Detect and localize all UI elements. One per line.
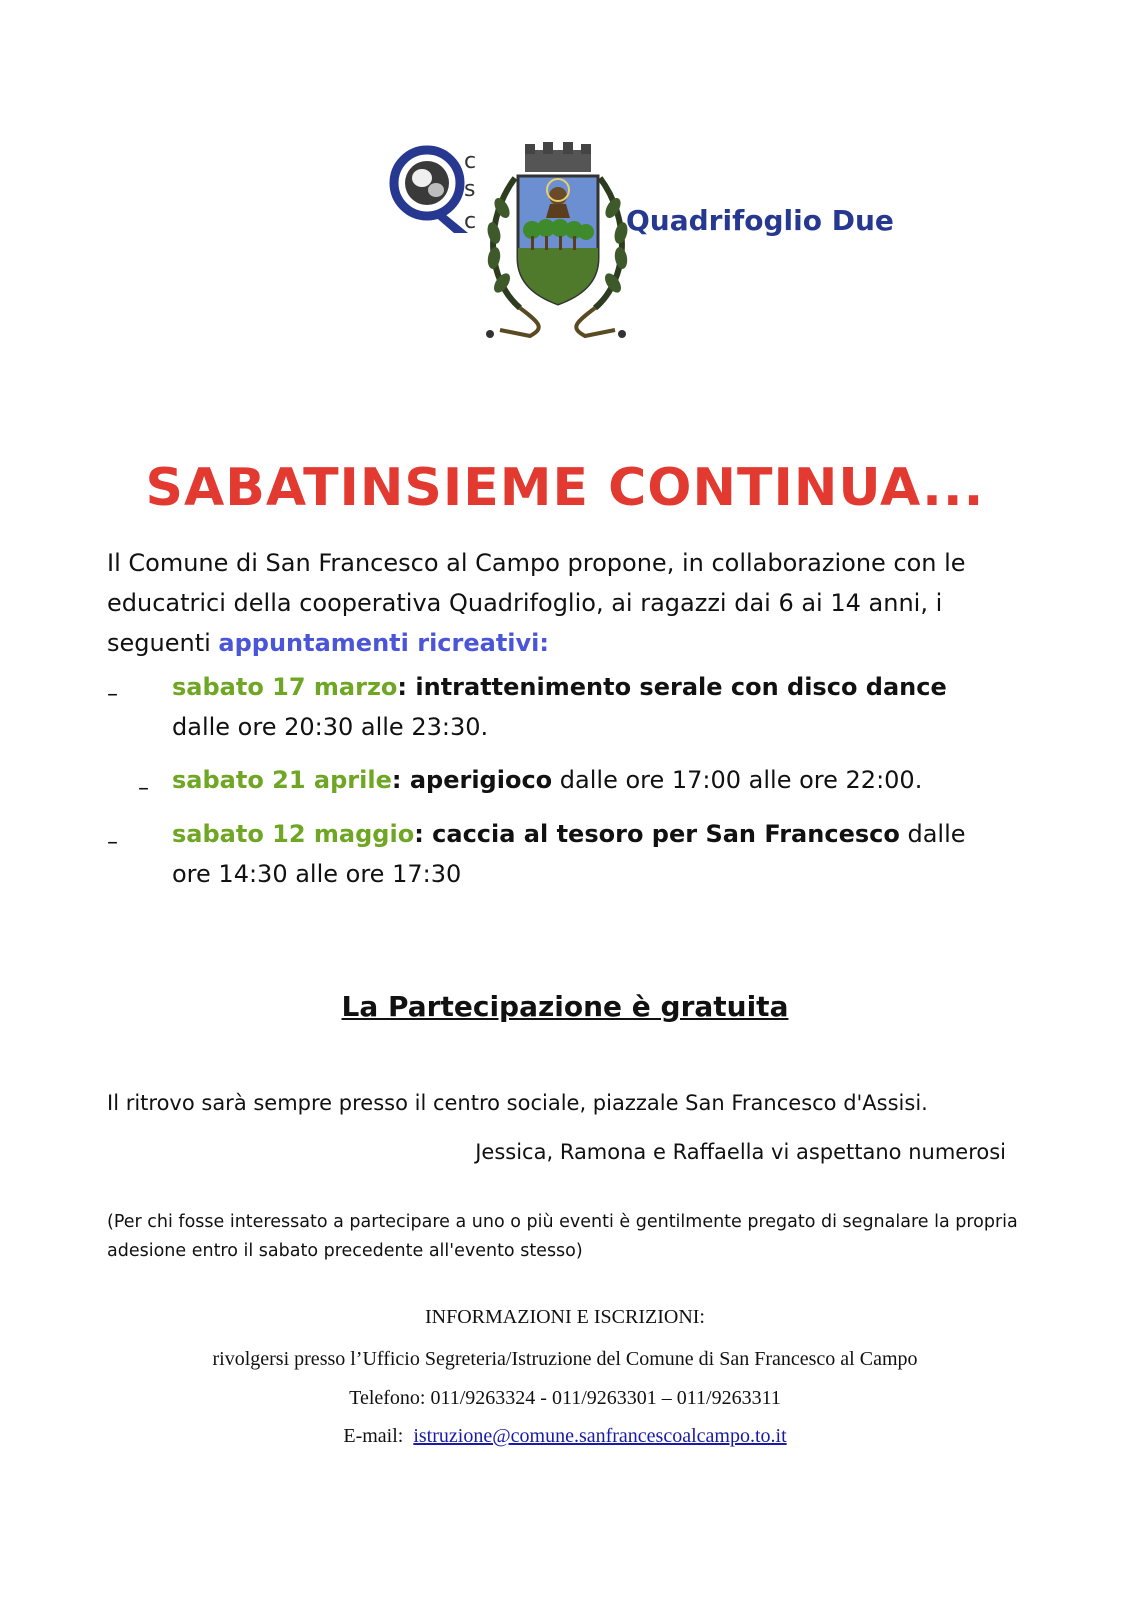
registration-note: (Per chi fosse interessato a partecipare a uno o più eventi è gentilmente pregato di segnalare la propria adesione entro il sabato precedente all'evento stesso) [107,1212,1018,1261]
phone-numbers: Telefono: 011/9263324 - 011/9263301 – 011/9263311 [349,1387,781,1409]
logo-text: Quadrifoglio Due [626,204,894,237]
intro-paragraph [107,543,1007,663]
list-item [172,814,1002,894]
intro-highlight: appuntamenti ricreativi: [218,629,549,657]
header-logos [390,138,894,353]
event-time: dalle ore 20:30 alle 23:30. [172,713,489,741]
email-link[interactable]: istruzione@comune.sanfrancescoalcampo.to.it [413,1425,787,1447]
event-separator: : [397,673,416,701]
svg-text:s: s [464,177,476,202]
event-date: sabato 12 maggio [172,820,415,848]
info-line: rivolgersi presso l’Ufficio Segreteria/Istruzione del Comune di San Francesco al Campo [212,1348,918,1370]
page-title: SABATINSIEME CONTINUA... [145,458,985,518]
event-time: dalle ore 14:30 alle ore 17:30 [172,820,966,888]
event-date: sabato 17 marzo [172,673,398,701]
list-item [172,760,1012,800]
list-item [172,667,1012,747]
intro-text: Il Comune di San Francesco al Campo propone, in collaborazione con le educatrici della cooperativa Quadrifoglio, ai ragazzi dai 6 ai 14 anni, i seguenti [107,549,966,657]
list-bullet: – [138,776,149,801]
event-activity: caccia al tesoro per San Francesco [432,820,900,848]
free-participation-notice: La Partecipazione è gratuita [341,990,789,1023]
quadrifoglio-logo [394,149,476,234]
email-line [0,1425,1130,1448]
info-heading: INFORMAZIONI E ISCRIZIONI: [425,1306,705,1328]
meeting-point: Il ritrovo sarà sempre presso il centro sociale, piazzale San Francesco d'Assisi. [107,1091,928,1115]
event-separator: : [391,766,410,794]
logos-graphic [390,138,894,353]
event-date: sabato 21 aprile [172,766,392,794]
list-bullet: – [107,682,118,707]
list-bullet: – [107,830,118,855]
event-time: dalle ore 17:00 alle ore 22:00. [552,766,923,794]
svg-text:c: c [464,209,477,234]
signature: Jessica, Ramona e Raffaella vi aspettano numerosi [475,1140,1006,1164]
svg-text:c: c [464,149,477,174]
event-separator: : [414,820,433,848]
email-label: E-mail: [343,1425,404,1447]
coat-of-arms-icon [485,142,629,338]
event-activity: intrattenimento serale con disco dance [415,673,947,701]
event-activity: aperigioco [409,766,553,794]
